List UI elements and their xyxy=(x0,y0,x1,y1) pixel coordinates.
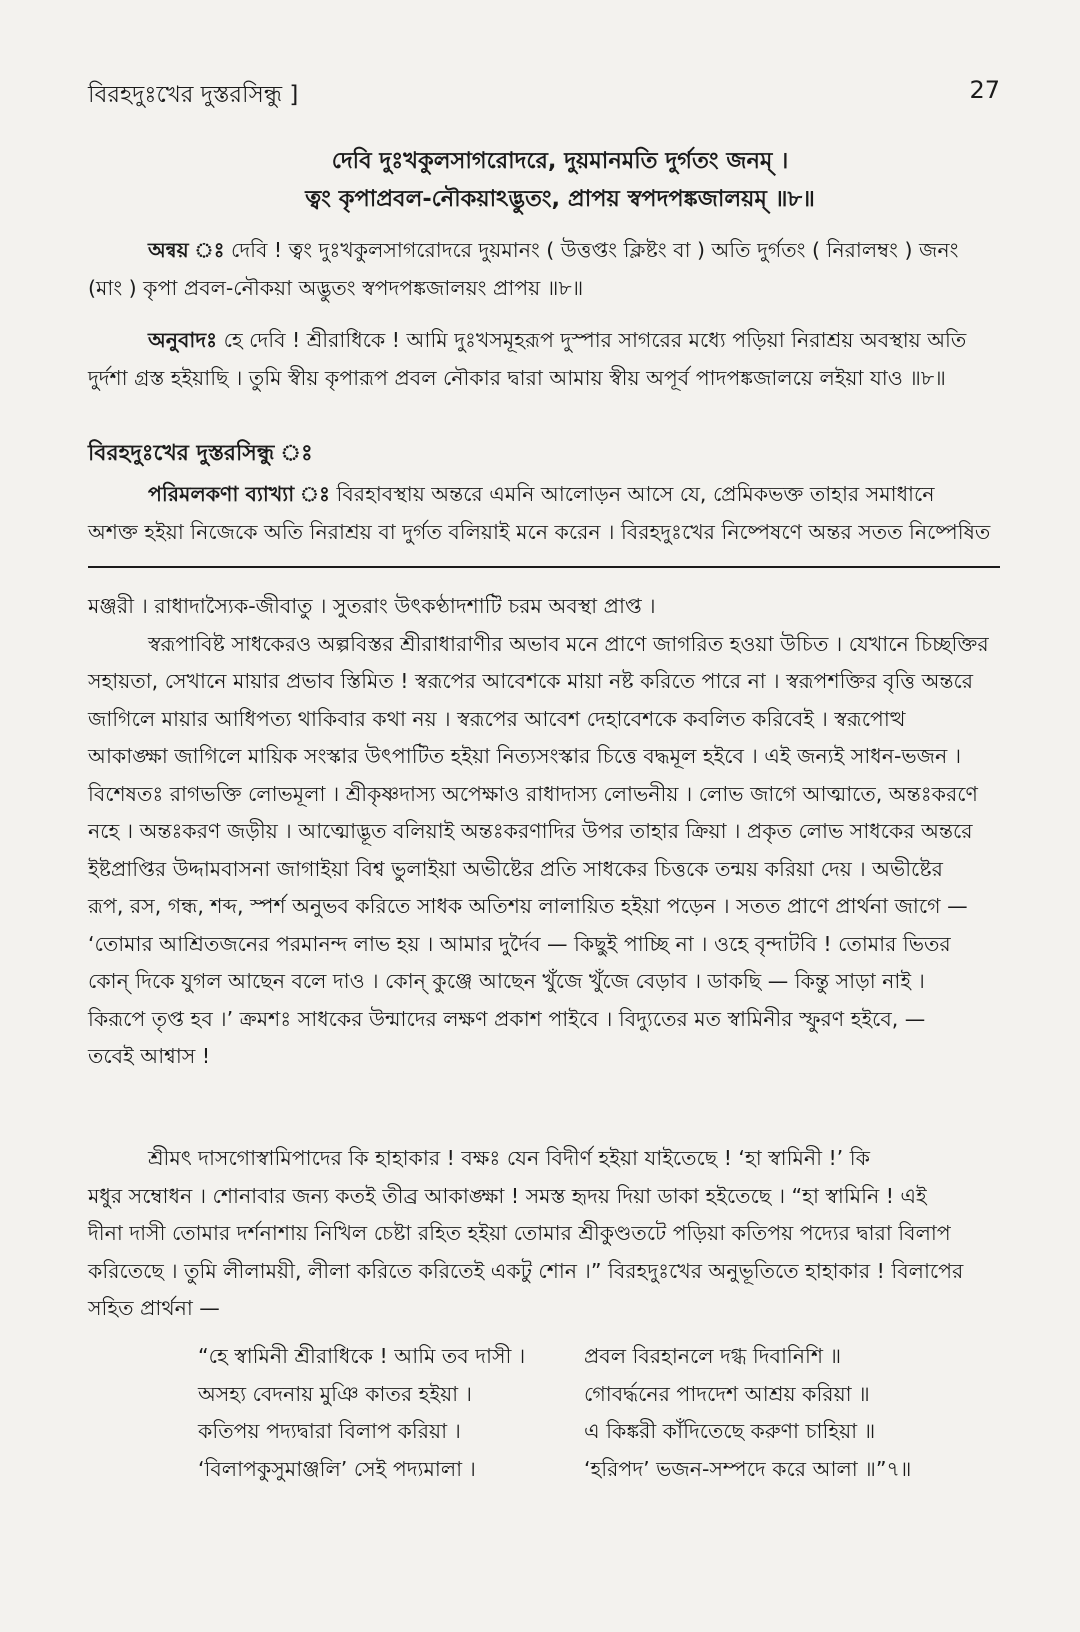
parimal-text-2: অশক্ত হইয়া নিজেকে অতি নিরাশ্রয় বা দুর্গত বলিয়াই মনে করেন । বিরহদুঃখের নিষ্পেষণে অন্তর সতত নিষ্পেষিত xyxy=(88,519,991,544)
header-title: বিরহদুঃখের দুস্তরসিন্ধু ] xyxy=(88,82,299,108)
body-line: মধুর সম্বোধন । শোনাবার জন্য কতই তীব্র আকাঙ্ক্ষা ! সমস্ত হৃদয় দিয়া ডাকা হইতেছে । “হা স্বামিনি ! এই xyxy=(88,1183,927,1208)
verse-line-1: দেবি দুঃখকুলসাগরোদরে, দুয়মানমতি দুর্গতং জনম্ । xyxy=(331,148,789,174)
anvaya-text-2: (মাং ) কৃপা প্রবল-নৌকয়া অদ্ভুতং স্বপদপঙ্কজালয়ং প্রাপয় ॥৮॥ xyxy=(88,275,584,300)
body-line: শ্রীমৎ দাসগোস্বামিপাদের কি হাহাকার ! বক্ষঃ যেন বিদীর্ণ হইয়া যাইতেছে ! ‘হা স্বামিনী !’ কি xyxy=(148,1146,870,1170)
poem-left: “হে স্বামিনী শ্রীরাধিকে ! আমি তব দাসী । xyxy=(198,1344,526,1368)
body-line: সহায়তা, সেখানে মায়ার প্রভাব স্তিমিত ! স্বরূপের আবেশকে মায়া নষ্ট করিতে পারে না । স্বরূপশক্তির বৃত্তি অন্তরে xyxy=(88,669,973,693)
body-line: স্বরূপাবিষ্ট সাধকেরও অল্পবিস্তর শ্রীরাধারাণীর অভাব মনে প্রাণে জাগরিত হওয়া উচিত । যেখানে চিচ্ছক্তির xyxy=(148,631,989,656)
body-line: দীনা দাসী তোমার দর্শনাশায় নিখিল চেষ্টা রহিত হইয়া তোমার শ্রীকুণ্ডতটে পড়িয়া কতিপয় পদ্যের দ্বারা বিলাপ xyxy=(88,1221,951,1245)
parimal-text-1: বিরহাবস্থায় অন্তরে এমনি আলোড়ন আসে যে, প্রেমিকভক্ত তাহার সমাধানে xyxy=(336,482,935,506)
body-line: জাগিলে মায়ার আধিপত্য থাকিবার কথা নয় । স্বরূপের আবেশ দেহাবেশকে কবলিত করিবেই । স্বরূপোত্থ xyxy=(88,706,906,731)
body-line: আকাঙ্ক্ষা জাগিলে মায়িক সংস্কার উৎপাটিত হইয়া নিত্যসংস্কার চিত্তে বদ্ধমূল হইবে । এই জন্যই সাধন-ভজন । xyxy=(88,744,962,768)
body-line: রূপ, রস, গন্ধ, শব্দ, স্পর্শ অনুভব করিতে সাধক অতিশয় লালায়িত হইয়া পড়েন । সতত প্রাণে প্রার্থনা জাগে — xyxy=(88,894,968,918)
poem-row xyxy=(88,1341,1000,1379)
body-line: ‘তোমার আশ্রিতজনের পরমানন্দ লাভ হয় । আমার দুর্দৈব — কিছুই পাচ্ছি না । ওহে বৃন্দাটবি ! তোমার ভিতর xyxy=(88,931,951,956)
anubad-text-2: দুর্দশা গ্রস্ত হইয়াছি । তুমি স্বীয় কৃপারূপ প্রবল নৌকার দ্বারা আমায় স্বীয় অপূর্ব পাদপঙ্কজালয়ে লইয়া যাও ॥৮॥ xyxy=(88,365,946,390)
body-line: ইষ্টপ্রাপ্তির উদ্দামবাসনা জাগাইয়া বিশ্ব ভুলাইয়া অভীষ্টের প্রতি সাধকের চিত্তকে তন্ময় করিয়া দেয় । অভীষ্টের xyxy=(88,856,943,881)
poem-left: অসহ্য বেদনায় মুঞি কাতর হইয়া । xyxy=(198,1381,472,1406)
section-heading: বিরহদুঃখের দুস্তরসিন্ধু ঃ xyxy=(88,441,313,466)
body-line: বিশেষতঃ রাগভক্তি লোভমূলা । শ্রীকৃষ্ণদাস্য অপেক্ষাও রাধাদাস্য লোভনীয় । লোভ জাগে আত্মাতে, অন্তঃকরণে xyxy=(88,781,978,806)
poem-right: গোবর্দ্ধনের পাদদেশ আশ্রয় করিয়া ॥ xyxy=(584,1381,870,1406)
body-line: মঞ্জরী । রাধাদাস্যৈক-জীবাতু । সুতরাং উৎকণ্ঠাদশাটি চরম অবস্থা প্রাপ্ত । xyxy=(88,594,656,618)
body-line: কোন্ দিকে যুগল আছেন বলে দাও । কোন্ কুঞ্জে আছেন খুঁজে খুঁজে বেড়াব । ডাকছি — কিন্তু সাড়া নাই । xyxy=(88,969,925,993)
body-line: কিরূপে তৃপ্ত হব ।’ ক্রমশঃ সাধকের উন্মাদের লক্ষণ প্রকাশ পাইবে । বিদ্যুতের মত স্বামিনীর স্ফুরণ হইবে, — xyxy=(88,1006,926,1031)
parimal-paragraph xyxy=(88,476,1000,551)
poem-right: ‘হরিপদ’ ভজন-সম্পদে করে আলা ॥”৭॥ xyxy=(584,1456,912,1481)
poem-row xyxy=(88,1416,1000,1454)
anubad-text-1: হে দেবি ! শ্রীরাধিকে ! আমি দুঃখসমূহরূপ দুস্পার সাগরের মধ্যে পড়িয়া নিরাশ্রয় অবস্থায় অতি xyxy=(223,328,967,352)
anubad-label: অনুবাদঃ xyxy=(148,328,218,352)
parimal-label: পরিমলকণা ব্যাখ্যা ঃ xyxy=(148,482,330,506)
poem-row xyxy=(88,1379,1000,1417)
anvaya-paragraph xyxy=(88,232,1000,307)
poem-row xyxy=(88,1454,1000,1492)
body-line: করিতেছে । তুমি লীলাময়ী, লীলা করিতে করিতেই একটু শোন ।” বিরহদুঃখের অনুভূতিতে হাহাকার ! বিলাপের xyxy=(88,1258,964,1283)
anvaya-label: অন্বয় ঃ xyxy=(148,238,225,262)
poem-left: কতিপয় পদ্যদ্বারা বিলাপ করিয়া । xyxy=(198,1419,461,1443)
body-paragraph-2 xyxy=(88,1140,1000,1328)
anvaya-text-1: দেবি ! ত্বং দুঃখকুলসাগরোদরে দুয়মানং ( উত্তপ্তং ক্লিষ্টং বা ) অতি দুর্গতং ( নিরালম্বং ) জনং xyxy=(231,238,959,262)
body-line: তবেই আশ্বাস ! xyxy=(88,1044,211,1068)
poem-right: এ কিঙ্করী কাঁদিতেছে করুণা চাহিয়া ॥ xyxy=(584,1419,876,1443)
body-paragraph-1 xyxy=(88,588,1000,1076)
poem-block xyxy=(88,1341,1000,1491)
verse-line-2: ত্বং কৃপাপ্রবল-নৌকয়াঽদ্ভুতং, প্রাপয় স্বপদপঙ্কজালয়ম্ ॥৮॥ xyxy=(305,186,815,212)
poem-left: ‘বিলাপকুসুমাঞ্জলি’ সেই পদ্যমালা । xyxy=(198,1456,476,1481)
page-number: 27 xyxy=(969,76,1000,104)
anubad-paragraph xyxy=(88,322,1000,397)
horizontal-rule xyxy=(88,566,1000,568)
body-line: নহে । অন্তঃকরণ জড়ীয় । আত্মোদ্ভূত বলিয়াই অন্তঃকরণাদির উপর তাহার ক্রিয়া । প্রকৃত লোভ সাধকের অন্তরে xyxy=(88,819,973,843)
body-line: সহিত প্রার্থনা — xyxy=(88,1296,220,1320)
poem-right: প্রবল বিরহানলে দগ্ধ দিবানিশি ॥ xyxy=(584,1344,842,1368)
running-header xyxy=(88,76,1000,116)
